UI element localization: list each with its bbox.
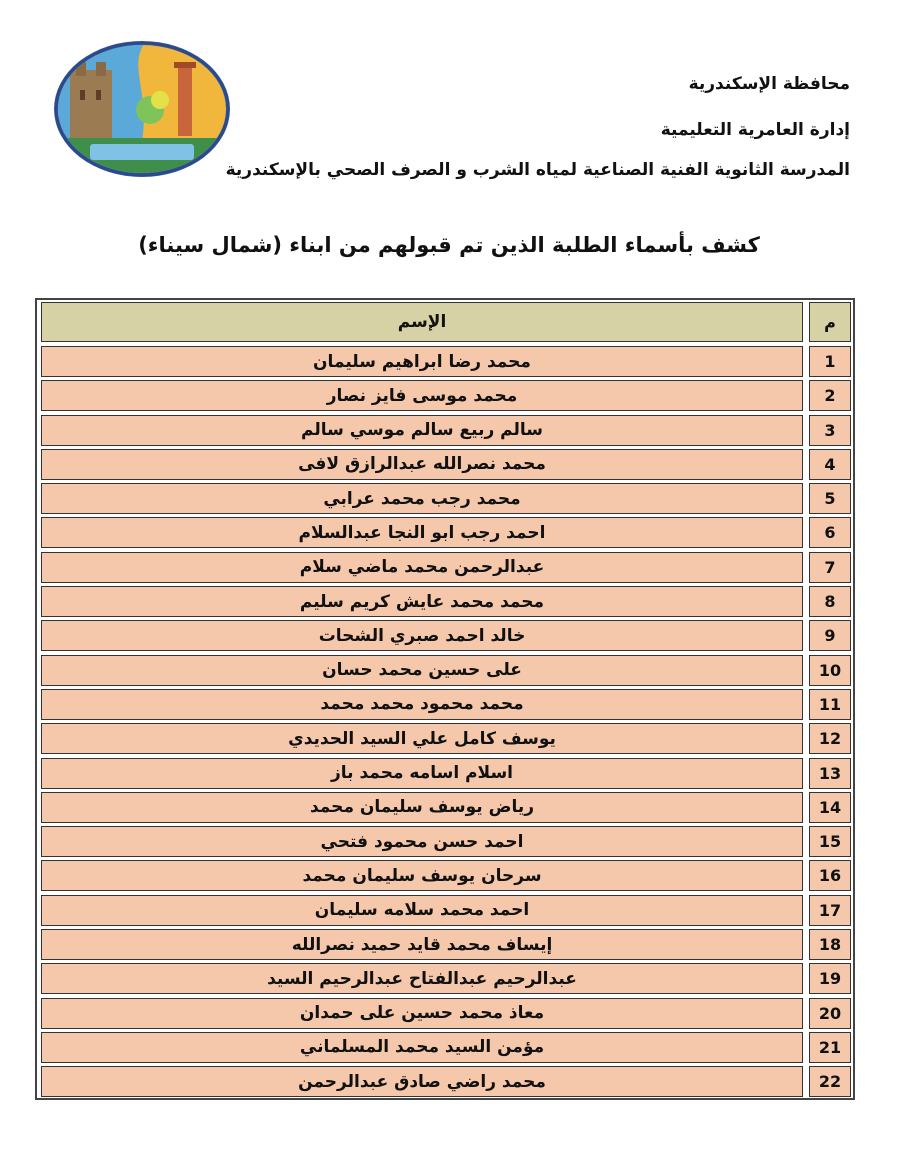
document-title: كشف بأسماء الطلبة الذين تم قبولهم من ابناء (شمال سيناء) bbox=[138, 233, 760, 257]
row-number-cell: 22 bbox=[809, 1066, 851, 1097]
row-number-cell: 1 bbox=[809, 346, 851, 377]
table-row bbox=[39, 723, 851, 754]
student-name-cell: سالم ربيع سالم موسي سالم bbox=[41, 415, 803, 446]
student-name-cell: محمد محمود محمد محمد bbox=[41, 689, 803, 720]
table-row bbox=[39, 998, 851, 1029]
student-name-cell: محمد موسى فايز نصار bbox=[41, 380, 803, 411]
table-row bbox=[39, 449, 851, 480]
student-name-cell: محمد محمد عايش كريم سليم bbox=[41, 586, 803, 617]
table-row bbox=[39, 586, 851, 617]
row-number-cell: 18 bbox=[809, 929, 851, 960]
table-row bbox=[39, 758, 851, 789]
column-header-number: م bbox=[809, 302, 851, 342]
student-name-cell: رياض يوسف سليمان محمد bbox=[41, 792, 803, 823]
student-name-cell: سرحان يوسف سليمان محمد bbox=[41, 860, 803, 891]
student-name-cell: إيساف محمد قايد حميد نصرالله bbox=[41, 929, 803, 960]
table-row bbox=[39, 689, 851, 720]
row-number-cell: 10 bbox=[809, 655, 851, 686]
table-row bbox=[39, 346, 851, 377]
row-number-cell: 6 bbox=[809, 517, 851, 548]
table-row bbox=[39, 860, 851, 891]
row-number-cell: 11 bbox=[809, 689, 851, 720]
row-number-cell: 4 bbox=[809, 449, 851, 480]
row-number-cell: 17 bbox=[809, 895, 851, 926]
row-number-cell: 20 bbox=[809, 998, 851, 1029]
table-row bbox=[39, 895, 851, 926]
student-name-cell: خالد احمد صبري الشحات bbox=[41, 620, 803, 651]
table-row bbox=[39, 483, 851, 514]
student-name-cell: محمد نصرالله عبدالرازق لافى bbox=[41, 449, 803, 480]
row-number-cell: 3 bbox=[809, 415, 851, 446]
row-number-cell: 16 bbox=[809, 860, 851, 891]
table-row bbox=[39, 929, 851, 960]
table-row bbox=[39, 963, 851, 994]
school-logo bbox=[52, 40, 232, 178]
student-name-cell: يوسف كامل علي السيد الحديدي bbox=[41, 723, 803, 754]
student-name-cell: احمد محمد سلامه سليمان bbox=[41, 895, 803, 926]
row-number-cell: 19 bbox=[809, 963, 851, 994]
table-row bbox=[39, 415, 851, 446]
row-number-cell: 21 bbox=[809, 1032, 851, 1063]
student-name-cell: محمد راضي صادق عبدالرحمن bbox=[41, 1066, 803, 1097]
student-name-cell: معاذ محمد حسين على حمدان bbox=[41, 998, 803, 1029]
table-header-row bbox=[39, 302, 851, 342]
students-table bbox=[35, 298, 855, 1100]
table-row bbox=[39, 380, 851, 411]
administration-label: إدارة العامرية التعليمية bbox=[660, 120, 850, 140]
student-name-cell: احمد رجب ابو النجا عبدالسلام bbox=[41, 517, 803, 548]
governorate-label: محافظة الإسكندرية bbox=[688, 74, 850, 94]
student-name-cell: محمد رجب محمد عرابي bbox=[41, 483, 803, 514]
student-name-cell: عبدالرحيم عبدالفتاح عبدالرحيم السيد bbox=[41, 963, 803, 994]
student-name-cell: على حسين محمد حسان bbox=[41, 655, 803, 686]
student-name-cell: محمد رضا ابراهيم سليمان bbox=[41, 346, 803, 377]
row-number-cell: 2 bbox=[809, 380, 851, 411]
table-row bbox=[39, 1066, 851, 1097]
row-number-cell: 13 bbox=[809, 758, 851, 789]
row-number-cell: 8 bbox=[809, 586, 851, 617]
column-header-name: الإسم bbox=[41, 302, 803, 342]
row-number-cell: 7 bbox=[809, 552, 851, 583]
table-row bbox=[39, 826, 851, 857]
table-row bbox=[39, 792, 851, 823]
table-row bbox=[39, 620, 851, 651]
table-row bbox=[39, 517, 851, 548]
student-name-cell: مؤمن السيد محمد المسلماني bbox=[41, 1032, 803, 1063]
row-number-cell: 15 bbox=[809, 826, 851, 857]
row-number-cell: 12 bbox=[809, 723, 851, 754]
row-number-cell: 14 bbox=[809, 792, 851, 823]
table-row bbox=[39, 552, 851, 583]
row-number-cell: 9 bbox=[809, 620, 851, 651]
school-name: المدرسة الثانوية الفنية الصناعية لمياه الشرب و الصرف الصحي بالإسكندرية bbox=[225, 160, 850, 180]
student-name-cell: احمد حسن محمود فتحي bbox=[41, 826, 803, 857]
student-name-cell: عبدالرحمن محمد ماضي سلام bbox=[41, 552, 803, 583]
table-row bbox=[39, 655, 851, 686]
table-row bbox=[39, 1032, 851, 1063]
student-name-cell: اسلام اسامه محمد باز bbox=[41, 758, 803, 789]
row-number-cell: 5 bbox=[809, 483, 851, 514]
